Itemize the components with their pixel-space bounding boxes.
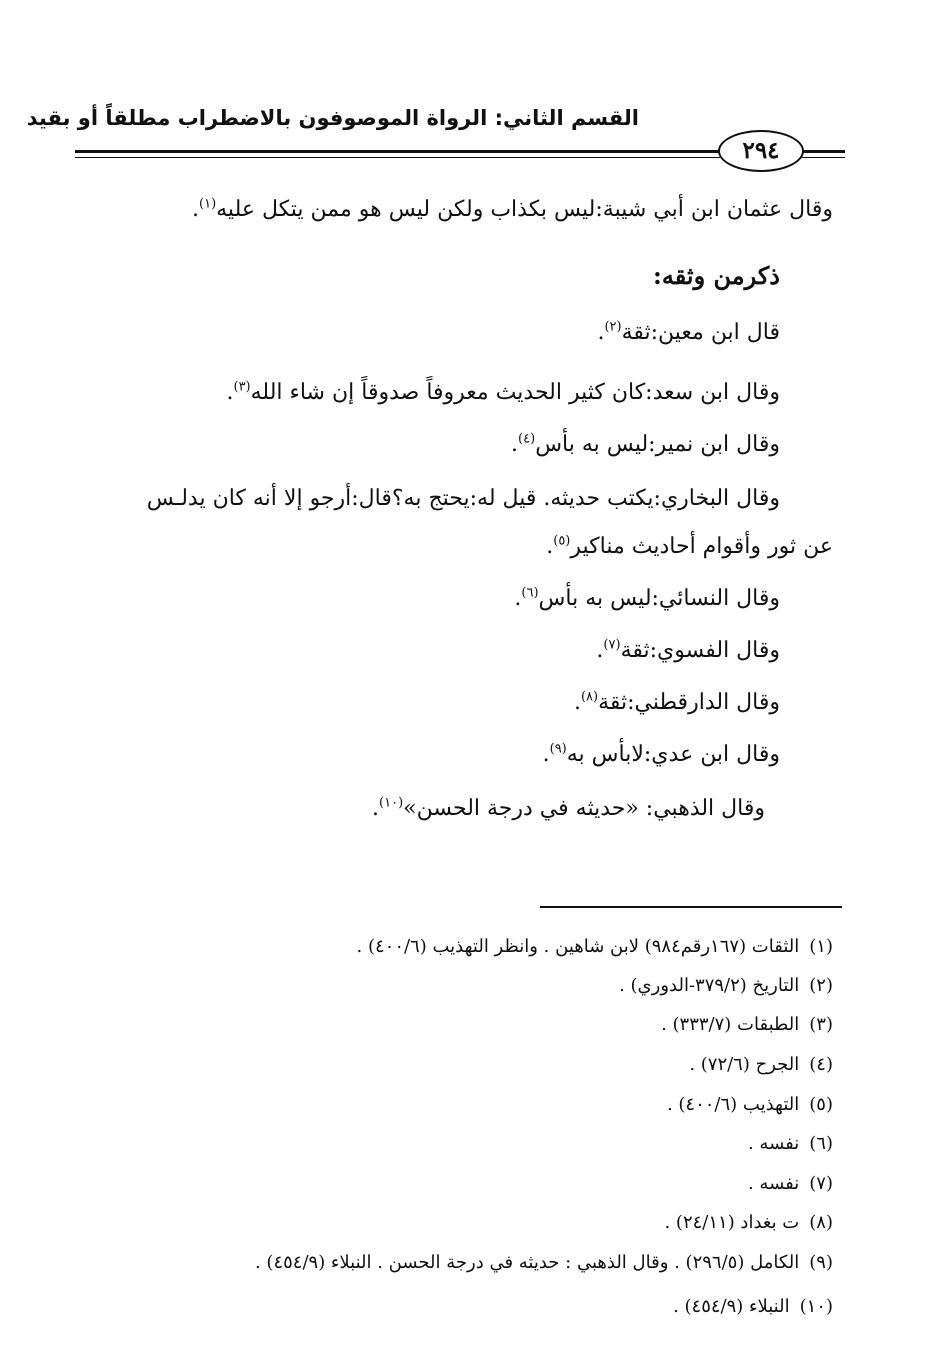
- footnote-ref: (٣): [233, 379, 251, 395]
- text-line-8: وقال الفسوي:ثقة$^{(٧)}$.: [596, 637, 780, 663]
- footnote-6: (٦)نفسه .: [747, 1133, 833, 1154]
- text-line-6: وقال البخاري:يكتب حديثه. قيل له:يحتج به؟قال:أرجو إلا أنه كان يدلـس: [146, 486, 780, 511]
- text-line-6-continued: عن ثور وأقوام أحاديث مناكير$^{(٥)}$.: [546, 533, 833, 559]
- text-line-10: وقال ابن عدي:لابأس به$^{(٩)}$.: [542, 741, 780, 767]
- footnote-ref: (٤): [518, 431, 536, 447]
- footnote-ref: (١): [199, 196, 217, 212]
- footnote-8: (٨)ت بغداد (٢٤/١١) .: [664, 1212, 833, 1233]
- text-line-9: وقال الدارقطني:ثقة$^{(٨)}$.: [573, 689, 780, 715]
- footnote-1: (١)الثقات (١٦٧رقم٩٨٤) لابن شاهين . وانظر التهذيب (٤٠٠/٦) .: [356, 936, 833, 957]
- footnote-ref: (٦): [521, 585, 539, 601]
- footnote-4: (٤)الجرح (٧٢/٦) .: [689, 1054, 833, 1075]
- footnote-5: (٥)التهذيب (٤٠٠/٦) .: [666, 1094, 833, 1115]
- footnote-separator: [540, 906, 842, 908]
- section-heading: ذكرمن وثقه:: [653, 261, 780, 290]
- footnote-ref: (٨): [580, 689, 599, 705]
- footnote-2: (٢)التاريخ (٣٧٩/٢-الدوري) .: [619, 975, 833, 996]
- footnote-ref: (١٠): [379, 795, 404, 811]
- text-line-1: وقال عثمان ابن أبي شيبة:ليس بكذاب ولكن ليس هو ممن يتكل عليه$^{(١)}$.: [192, 196, 833, 222]
- text-line-11: وقال الذهبي: «حديثه في درجة الحسن»$^{(١٠)}$.: [372, 795, 765, 821]
- text-line-5: وقال ابن نمير:ليس به بأس$^{(٤)}$.: [511, 431, 780, 457]
- footnote-3: (٣)الطبقات (٣٣٣/٧) .: [661, 1014, 833, 1035]
- running-head-title: القسم الثاني: الرواة الموصوفون بالاضطراب مطلقاً أو بقيد: [26, 106, 639, 130]
- footnote-10: (١٠)النبلاء (٤٥٤/٩) .: [673, 1296, 833, 1317]
- footnote-ref: (٧): [603, 637, 621, 653]
- footnote-9: (٩)الكامل (٢٩٦/٥) . وقال الذهبي : حديثه في درجة الحسن . النبلاء (٤٥٤/٩) .: [254, 1252, 833, 1273]
- footnote-ref: (٥): [553, 533, 571, 549]
- page-number: ٢٩٤: [718, 130, 804, 172]
- footnote-7: (٧)نفسه .: [747, 1173, 833, 1194]
- footnote-ref: (٩): [549, 741, 567, 757]
- footnote-ref: (٢): [604, 319, 622, 335]
- text-line-4: وقال ابن سعد:كان كثير الحديث معروفاً صدوقاً إن شاء الله$^{(٣)}$.: [226, 379, 780, 405]
- text-line-7: وقال النسائي:ليس به بأس$^{(٦)}$.: [514, 585, 780, 611]
- text-line-3: قال ابن معين:ثقة$^{(٢)}$.: [597, 319, 780, 345]
